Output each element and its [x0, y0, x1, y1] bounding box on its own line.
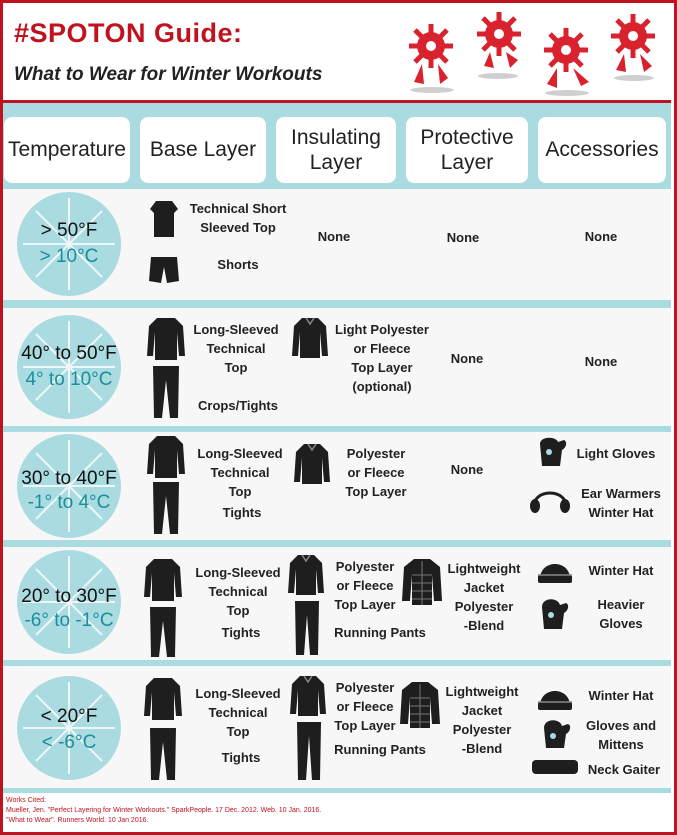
accessory-label: Winter Hat [588, 563, 654, 578]
column-header-accessories: Accessories [538, 117, 666, 183]
insulating-label: Polyester or Fleece Top Layer [345, 446, 407, 499]
temperature-celsius: 4° to 10°C [25, 369, 113, 390]
accessory-label: Heavier Gloves [597, 597, 645, 631]
citation: "What to Wear". Runners World. 10 Jan 2016. [6, 817, 149, 824]
base-bottom-label: Tights [221, 750, 261, 765]
temperature-celsius: > 10°C [39, 246, 99, 267]
base-top-label: Long-Sleeved Technical Top [197, 446, 283, 499]
insulating-bottom-label: Running Pants [334, 742, 426, 757]
insulating-bottom-label: Running Pants [334, 625, 426, 640]
column-header-insulating-layer: Insulating Layer [276, 117, 396, 183]
accessory-label: Gloves and Mittens [585, 718, 657, 752]
protective-label: Lightweight Jacket Polyester -Blend [445, 684, 519, 756]
base-bottom-label: Shorts [217, 257, 259, 272]
base-top-label: Long-Sleeved Technical Top [195, 565, 281, 618]
insulating-label: None [317, 229, 351, 244]
citation: Mueller, Jen. "Perfect Layering for Winter Workouts." SparkPeople. 17 Dec. 2012. Web. 10 Jan. 2016. [6, 807, 322, 814]
page-title: #SPOTON Guide: [14, 18, 243, 48]
column-header-protective-layer: Protective Layer [406, 117, 528, 183]
works-cited-label: Works Cited: [6, 797, 46, 804]
protective-label: None [450, 462, 484, 477]
base-bottom-label: Crops/Tights [198, 398, 278, 413]
temperature-fahrenheit: < 20°F [40, 706, 98, 727]
temperature-fahrenheit: 30° to 40°F [21, 468, 117, 489]
page-subtitle: What to Wear for Winter Workouts [14, 64, 323, 85]
accessory-label: Light Gloves [576, 446, 656, 461]
base-top-label: Long-Sleeved Technical Top [195, 686, 281, 739]
column-header-base-layer: Base Layer [140, 117, 266, 183]
base-bottom-label: Tights [222, 505, 262, 520]
base-bottom-label: Tights [221, 625, 261, 640]
temperature-celsius: -1° to 4°C [27, 492, 111, 513]
base-top-label: Technical Short Sleeved Top [189, 201, 287, 235]
temperature-fahrenheit: 20° to 30°F [21, 586, 117, 607]
insulating-label: Polyester or Fleece Top Layer [334, 559, 396, 612]
accessory-label: Ear Warmers Winter Hat [581, 486, 661, 520]
accessory-label: None [584, 354, 618, 369]
base-top-label: Long-Sleeved Technical Top [193, 322, 279, 375]
accessory-label: Winter Hat [588, 688, 654, 703]
protective-label: Lightweight Jacket Polyester -Blend [447, 561, 521, 633]
column-header-temperature: Temperature [4, 117, 130, 183]
temperature-fahrenheit: > 50°F [40, 220, 98, 241]
protective-label: None [450, 351, 484, 366]
accessory-label: Neck Gaiter [587, 762, 661, 777]
protective-label: None [446, 230, 480, 245]
temperature-celsius: -6° to -1°C [24, 610, 114, 631]
insulating-label: Polyester or Fleece Top Layer [334, 680, 396, 733]
accessory-label: None [584, 229, 618, 244]
temperature-fahrenheit: 40° to 50°F [21, 343, 117, 364]
insulating-label: Light Polyester or Fleece Top Layer (optional) [335, 322, 429, 394]
temperature-celsius: < -6°C [41, 732, 97, 753]
